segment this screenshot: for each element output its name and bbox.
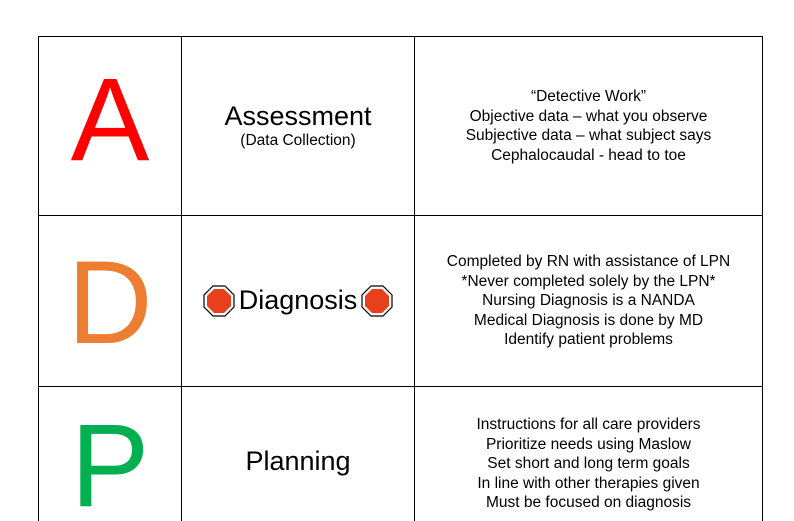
detail-line: Subjective data – what subject says: [465, 127, 712, 144]
detail-line: Medical Diagnosis is done by MD: [473, 311, 704, 329]
detail-line: Instructions for all care providers: [476, 416, 701, 434]
step-title-assessment: Assessment: [224, 101, 372, 132]
step-cell-diagnosis: [182, 216, 415, 387]
step-title-diagnosis: Diagnosis: [238, 285, 358, 316]
detail-cell-assessment: [415, 37, 763, 216]
detail-list-diagnosis: [415, 252, 762, 350]
detail-line: Must be focused on diagnosis: [485, 494, 692, 512]
detail-line: Set short and long term goals: [487, 455, 690, 473]
detail-cell-planning: [415, 387, 763, 521]
table-row-diagnosis: [39, 216, 763, 387]
detail-list-planning: [415, 415, 762, 513]
letter-a: A: [70, 54, 150, 186]
letter-cell-d: [39, 216, 182, 387]
letter-d: D: [67, 237, 153, 369]
stop-sign-icon: [203, 285, 235, 317]
detail-line: In line with other therapies given: [477, 474, 700, 492]
table-row-planning: [39, 387, 763, 521]
letter-cell-p: [39, 387, 182, 521]
detail-cell-diagnosis: [415, 216, 763, 387]
step-title-row-diagnosis: [182, 285, 414, 317]
step-title-planning: Planning: [245, 446, 351, 477]
detail-line: *Never completed solely by the LPN*: [461, 272, 716, 290]
detail-line: Completed by RN with assistance of LPN: [446, 253, 731, 271]
step-cell-assessment: [182, 37, 415, 216]
stop-sign-icon: [361, 285, 393, 317]
detail-line: Nursing Diagnosis is a NANDA: [482, 292, 695, 310]
detail-line: Objective data – what you observe: [469, 107, 708, 125]
detail-list-assessment: [415, 87, 762, 165]
detail-line: Identify patient problems: [504, 331, 673, 349]
adp-table: [38, 36, 763, 521]
step-subtitle-assessment: (Data Collection): [240, 132, 356, 150]
table-row-assessment: [39, 37, 763, 216]
detail-line: Cephalocaudal - head to toe: [491, 146, 686, 164]
detail-line: Prioritize needs using Maslow: [485, 435, 692, 453]
detail-line: “Detective Work”: [530, 88, 647, 105]
step-cell-planning: [182, 387, 415, 521]
letter-cell-a: [39, 37, 182, 216]
letter-p: P: [70, 400, 150, 521]
